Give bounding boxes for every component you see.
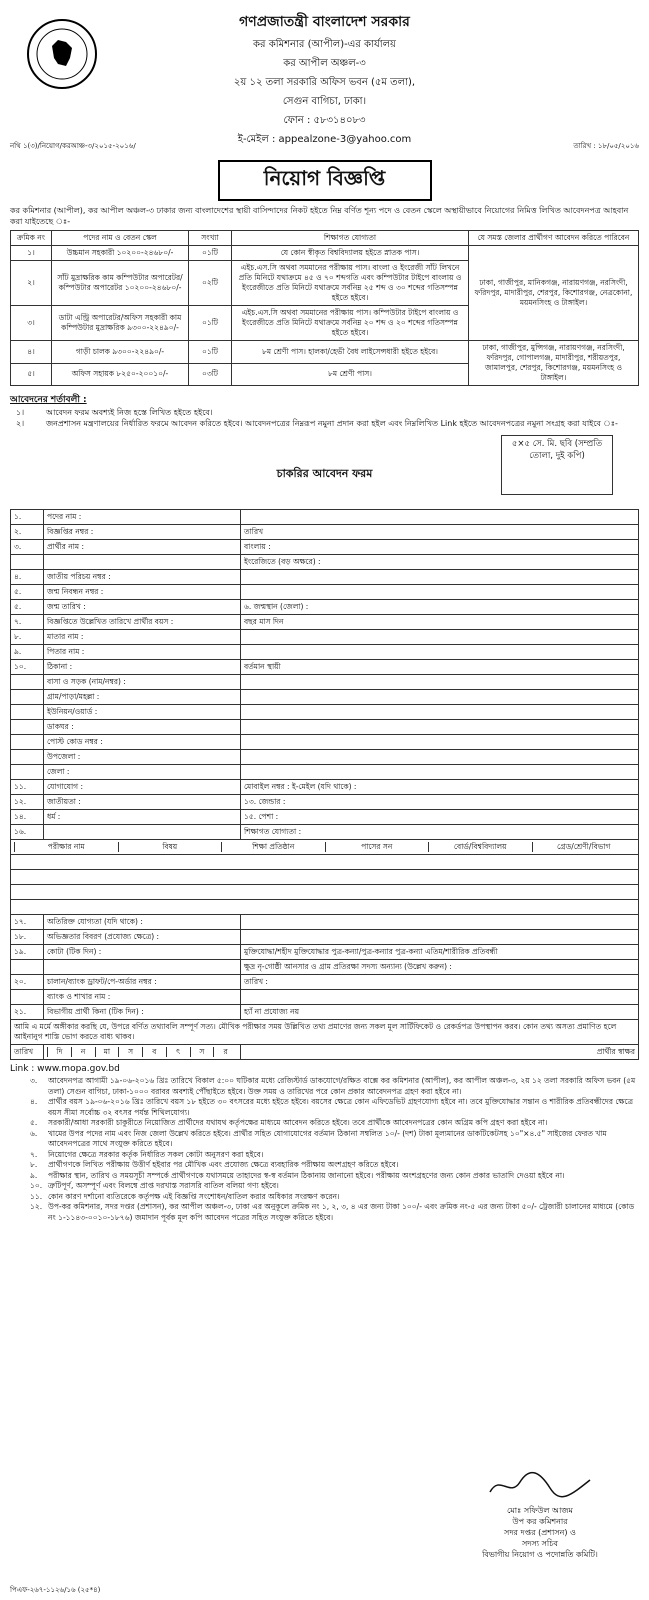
serial: ৪। [11, 341, 52, 364]
form-field-input[interactable]: বর্তমান স্থায়ী [241, 660, 639, 675]
form-field-input[interactable] [241, 990, 639, 1005]
form-row [11, 825, 639, 840]
qualification: যে কোন স্বীকৃত বিশ্ববিদ্যালয় হইতে স্নাতক পাস। [232, 246, 469, 261]
footnote-text: উপ-কর কমিশনার, সদর দপ্তর (প্রশাসন), কর আপীল অঞ্চল-৩, ঢাকা এর অনুকূলে ক্রমিক নং ১, ২, ৩, ৪ এর জন্য টাকা ১০০/- এবং ক্রমিক নং-৫ এর জন্য টাকা ৫০/- ট্রেজারী চালানের মাধ্যমে (কোড নং ১-১১৪৩-০০১০-১৮৭৬) জমাদান পূর্বক মূল কপি আবেদন পত্রের সহিত সংযুক্ত করিতে হইবে। [48, 1202, 635, 1222]
footnote-item [10, 1129, 639, 1150]
form-row-number: ১১. [11, 780, 44, 795]
phone-number: ফোন : ৫৮৩১৪০৮৩ [283, 115, 366, 126]
form-row-number: ২১. [11, 1005, 44, 1020]
form-row-number: ৫. [11, 600, 44, 615]
form-field-input[interactable] [241, 630, 639, 645]
footnote-number: ৮. [30, 1160, 38, 1169]
date-signature-row [11, 1045, 639, 1060]
form-row [11, 735, 639, 750]
form-field-input[interactable]: ১৩. জেন্ডার : [241, 795, 639, 810]
education-header: শিক্ষা প্রতিষ্ঠান [221, 842, 325, 852]
footnote-item [10, 1181, 639, 1192]
vacancy-table [10, 230, 639, 386]
education-header: গ্রেড/শ্রেণী/বিভাগ [532, 842, 636, 852]
form-row [11, 915, 639, 930]
count: ০১টি [189, 246, 232, 261]
form-row-number: ১৪. [11, 810, 44, 825]
count: ০১টি [189, 306, 232, 341]
date-cell: ন [71, 1047, 95, 1057]
footnote-number: ৯. [30, 1170, 38, 1180]
form-field-label: চালান/ব্যাংক ড্রাফট/পে-অর্ডার নম্বর : [44, 975, 241, 990]
form-row [11, 570, 639, 585]
form-field-label: ব্যাংক ও শাখার নাম : [44, 990, 241, 1005]
footnote-number: ৩. [30, 1076, 38, 1085]
form-row-number [11, 675, 44, 690]
vacancy-header-row [11, 231, 639, 246]
form-field-input[interactable]: তারিখ : [241, 975, 639, 990]
date-cell: ৎ [166, 1047, 190, 1057]
form-row [11, 1005, 639, 1020]
form-row-number [11, 555, 44, 570]
education-entry-row [11, 885, 639, 900]
form-row [11, 780, 639, 795]
form-row-number: ৪. [11, 570, 44, 585]
form-row-number [11, 735, 44, 750]
form-row-number: ৯. [11, 645, 44, 660]
education-entry-row [11, 900, 639, 915]
intro-text: কর কমিশনার (আপীল), কর আপীল অঞ্চল-৩ ঢাকার জন্য বাংলাদেশের স্থায়ী বাসিন্দাদের নিকট হইতে নিম্ন বর্ণিত শূন্য পদে ও বেতন স্কেলে অস্থায়ীভাবে নিয়োগের নিমিত্ত লিখিত আবেদনপত্র আহবান করা যাইতেছে ঃ- [10, 206, 629, 226]
form-field-label: ইউনিয়ন/ওয়ার্ড : [44, 705, 241, 720]
signatory-designation-4: বিভাগীয় নিয়োগ ও পদোন্নতি কমিটি। [482, 1550, 598, 1559]
reference-row [10, 140, 639, 152]
conditions-title: আবেদনের শর্তাবলী : [10, 395, 87, 405]
serial: ৩। [11, 306, 52, 341]
form-field-input[interactable]: হ্যাঁ না প্রযোজ্য নয় [241, 1005, 639, 1020]
footnote-item [10, 1097, 639, 1118]
form-field-input[interactable] [241, 675, 639, 690]
education-entry-row [11, 855, 639, 870]
form-field-input[interactable]: মোবাইল নম্বর : ই-মেইল (যদি থাকে) : [241, 780, 639, 795]
condition-text: আবেদন ফরম অবশ্যই নিজ হস্তে লিখিত হইতে হইবে। [46, 408, 213, 417]
form-row [11, 585, 639, 600]
post: উচ্চমান সহকারী ১০২০০-২৪৬৮০/- [52, 246, 189, 261]
form-row-number: ৫. [11, 585, 44, 600]
form-row-number [11, 705, 44, 720]
date-label: তারিখ [11, 1045, 44, 1060]
form-field-input[interactable] [241, 585, 639, 600]
condition-number: ২। [16, 419, 25, 428]
form-row [11, 705, 639, 720]
form-row-number [11, 990, 44, 1005]
form-field-label: বাসা ও সড়ক (নাম/নম্বর) : [44, 675, 241, 690]
form-row [11, 645, 639, 660]
footnote-text: সরকারী/আধা সরকারী চাকুরীতে নিয়োজিত প্রার্থীদের যথাযথ কর্তৃপক্ষের মাধ্যমে আবেদন করিতে হইবে। তবে প্রার্থীকে আবেদনপত্রের কোন অগ্রিম কপি গ্রহণ করা হইবে না। [48, 1118, 548, 1127]
form-field-label: উপজেলা : [44, 750, 241, 765]
form-field-input[interactable]: বছর মাস দিন [241, 615, 639, 630]
footnote-number: ১২. [30, 1202, 43, 1211]
form-field-input[interactable]: ৬. জন্মস্থান (জেলা) : [241, 600, 639, 615]
col-post: পদের নাম ও বেতন স্কেল [52, 231, 189, 246]
form-field-label [44, 825, 241, 840]
signatory-designation-1: উপ কর কমিশনার [512, 1517, 568, 1526]
form-field-input[interactable] [241, 930, 639, 945]
form-row [11, 630, 639, 645]
condition-text: জনপ্রশাসন মন্ত্রণালয়ের নির্ধারিত ফরমে আবেদন করিতে হইবে। আবেদনপত্রের নিম্নরূপ নমুনা প্রদান করা হইল এবং নিম্নলিখিত Link হইতে আবেদনপত্রের নমুনা সংগ্রহ করা যাইবে ঃ- [46, 419, 618, 428]
col-districts: যে সমস্ত জেলার প্রার্থীগণ আবেদন করিতে পারিবেন [469, 231, 639, 246]
form-field-input[interactable] [241, 735, 639, 750]
photo-box: ৫×৫ সে. মি. ছবি (সম্প্রতি তোলা, দুই কপি) [501, 435, 613, 495]
form-row-number: ১২. [11, 795, 44, 810]
col-serial: ক্রমিক নং [11, 231, 52, 246]
education-entry-row [11, 870, 639, 885]
qualification: ৮ম শ্রেণী পাস। হালকা/হেভী বৈধ লাইসেন্সধারী হইতে হইবে। [232, 341, 469, 364]
form-field-label: পোস্ট কোড নম্বর : [44, 735, 241, 750]
form-row [11, 690, 639, 705]
form-row [11, 930, 639, 945]
government-title: গণপ্রজাতন্ত্রী বাংলাদেশ সরকার [239, 14, 410, 30]
form-row-number: ২০. [11, 975, 44, 990]
footnote-item [10, 1150, 639, 1161]
form-row [11, 960, 639, 975]
form-field-label: মাতার নাম : [44, 630, 241, 645]
form-field-label: বিজ্ঞপ্তিতে উল্লেখিত তারিখে প্রার্থীর বয়স : [44, 615, 241, 630]
footnote-item [10, 1192, 639, 1203]
post: গাড়ী চালক ৯৩০০-২২৪৯০/- [52, 341, 189, 364]
application-form-table [10, 509, 639, 1060]
form-field-label: গ্রাম/পাড়া/মহল্লা : [44, 690, 241, 705]
footnote-text: আবেদনপত্র আগামী ১৯-০৬-২০১৬ খ্রিঃ তারিখে বিকাল ৫:০০ ঘটিকার মধ্যে রেজিস্টার্ড ডাকযোগে/রক্ষিত বাক্সে কর কমিশনার (আপীল), কর আপীল অঞ্চল-৩, ২য় ১২ তলা সরকারি অফিস ভবন (৫ম তলা) সেগুন বাগিচা, ঢাকা-১০০০ বরাবর অবশ্যই পৌঁছাইতে হইবে। উক্ত সময় ও তারিখের পরে কোন প্রকার আবেদনপত্র গ্রহণ করা হইবে না। [48, 1076, 636, 1096]
email-address: ই-মেইল : appealzone-3@yahoo.com [237, 134, 412, 145]
footnote-item [10, 1076, 639, 1097]
form-row [11, 990, 639, 1005]
form-row-number [11, 960, 44, 975]
form-field-label: ঠিকানা : [44, 660, 241, 675]
link-text: Link : www.mopa.gov.bd [10, 1064, 120, 1074]
form-row-number: ১. [11, 510, 44, 525]
education-row [11, 840, 639, 855]
footnote-text: প্রার্থীগণকে লিখিত পরীক্ষায় উত্তীর্ণ হইবার পর মৌখিক এবং প্রযোজ্য ক্ষেত্রে ব্যবহারিক পরীক্ষায় অংশগ্রহণ করিতে হইবে। [48, 1160, 399, 1169]
address-line-1: ২য় ১২ তলা সরকারি অফিস ভবন (৫ম তলা), [233, 77, 416, 88]
date-cell: স [118, 1047, 142, 1057]
form-row [11, 945, 639, 960]
form-row [11, 795, 639, 810]
form-field-label: জন্ম নিবন্ধন নম্বর : [44, 585, 241, 600]
education-headers [14, 842, 635, 852]
date-cell: স [190, 1047, 214, 1057]
form-field-label: ডাকঘর : [44, 720, 241, 735]
date-cell: মা [95, 1047, 119, 1057]
form-field-input[interactable] [241, 765, 639, 780]
form-row-number: ১৭. [11, 915, 44, 930]
form-field-input[interactable] [241, 720, 639, 735]
footnote-number: ১০. [30, 1181, 43, 1190]
form-field-label: পদের নাম : [44, 510, 241, 525]
date-cell: ব [142, 1047, 166, 1057]
date-cells[interactable] [44, 1045, 241, 1060]
count: ০৩টি [189, 363, 232, 386]
form-field-label: যোগাযোগ : [44, 780, 241, 795]
form-field-label: প্রার্থীর নাম : [44, 540, 241, 555]
education-entry-input[interactable] [11, 885, 639, 900]
footnote-item [10, 1171, 639, 1182]
issue-date: তারিখ : ১৮/০৫/২০১৬ [573, 142, 639, 150]
form-row [11, 600, 639, 615]
footnote-text: প্রার্থীর বয়স ১৯-০৬-২০১৬ খ্রিঃ তারিখে বয়স ১৮ হইতে ৩০ বৎসরের মধ্যে হইতে হইবে। বয়সের ক্ষেত্রে কোন এফিডেভিট গ্রহণযোগ্য হইবে না। তবে মুক্তিযোদ্ধার সন্তান ও শারীরিক প্রতিবন্ধীদের ক্ষেত্রে বয়স সীমা সর্বোচ্চ ৩২ বৎসর পর্যন্ত শিথিলযোগ্য। [48, 1097, 634, 1117]
form-row-number: ১৮. [11, 930, 44, 945]
footnote-text: কোন কারণ দর্শানো ব্যতিরেকে কর্তৃপক্ষ এই বিজ্ঞপ্তি সংশোধন/বাতিল করার অধিকার সংরক্ষণ করেন। [48, 1191, 340, 1201]
districts-group-b: ঢাকা, গাজীপুর, মুন্সিগঞ্জ, নারায়ণগঞ্জ, নরসিংদী, ফরিদপুর, গোপালগঞ্জ, মাদারীপুর, শরীয়তপুর, জামালপুর, শেরপুর, কিশোরগঞ্জ, ময়মনসিংহ ও টাঙ্গাইল। [469, 341, 639, 386]
date-cell: দি [47, 1047, 71, 1057]
post: ডাটা এন্ট্রি অপারেটর/অফিস সহকারী কাম কম্পিউটার মুদ্রাক্ষরিক ৯৩০০-২২৪৯০/- [52, 306, 189, 341]
form-field-input[interactable] [241, 645, 639, 660]
form-field-label: কোটা (টিক দিন) : [44, 945, 241, 960]
form-row [11, 525, 639, 540]
footnote-number: ১১. [30, 1191, 43, 1201]
form-row-number: ৩. [11, 540, 44, 555]
date-cell-group [47, 1047, 237, 1057]
form-row-number [11, 720, 44, 735]
count: ০১টি [189, 341, 232, 364]
count: ০২টি [189, 261, 232, 306]
serial: ২। [11, 261, 52, 306]
form-row-number [11, 765, 44, 780]
form-row [11, 975, 639, 990]
government-seal-icon [26, 18, 98, 90]
footnote-number: ৬. [30, 1128, 38, 1138]
form-row [11, 720, 639, 735]
form-row-number [11, 750, 44, 765]
footnote-text: ত্রুটিপূর্ণ, অসম্পূর্ণ এবং বিলম্বে প্রাপ্ত দরখাস্ত সরাসরি বাতিল বলিয়া গণ্য হইবে। [48, 1181, 279, 1190]
form-title: চাকরির আবেদন ফরম [276, 467, 373, 480]
education-entry-input[interactable] [11, 855, 639, 870]
form-field-label: জাতীয়তা : [44, 795, 241, 810]
declaration-row [11, 1020, 639, 1045]
form-row-number: ২. [11, 525, 44, 540]
form-field-input[interactable] [241, 570, 639, 585]
form-field-input[interactable]: ইংরেজিতে (বড় অক্ষরে) : [241, 555, 639, 570]
form-field-label: অতিরিক্ত যোগ্যতা (যদি থাকে) : [44, 915, 241, 930]
post: অফিস সহায়ক ৮২৫০-২০০১০/- [52, 363, 189, 386]
footnote-text: খামের উপর পদের নাম এবং নিজ জেলা উল্লেখ করিতে হইবে। প্রার্থীর সহিত যোগাযোগের বর্তমান ঠিকানা সম্বলিত ১০/- (দশ) টাকা মূল্যমানের ডাকটিকেটসহ ১০"×৪.৫" সাইজের ফেরত খাম আবেদনপত্রের সাথে সংযুক্ত করিতে হইবে। [48, 1128, 607, 1148]
col-count: সংখ্যা [189, 231, 232, 246]
publication-reference: পিএফ-২৬৭-১১২৬/১৬ (২৫*৪) [10, 1586, 101, 1594]
condition-number: ১। [16, 408, 25, 417]
serial: ৫। [11, 363, 52, 386]
form-field-label: বিভাগীয় প্রার্থী কিনা (টিক দিন) : [44, 1005, 241, 1020]
footnote-number: ৫. [30, 1118, 38, 1127]
form-row-number: ১০. [11, 660, 44, 675]
application-form-header [10, 429, 639, 509]
education-entry-input[interactable] [11, 870, 639, 885]
footnote-item [10, 1202, 639, 1223]
notice-title: নিয়োগ বিজ্ঞপ্তি [218, 160, 432, 201]
education-header: পাসের সন [325, 842, 429, 852]
form-field-label: জেলা : [44, 765, 241, 780]
address-line-2: সেগুন বাগিচা, ঢাকা। [282, 96, 367, 107]
zone-name: কর আপীল অঞ্চল-৩ [283, 58, 366, 69]
form-field-label: জন্ম তারিখ : [44, 600, 241, 615]
table-row [11, 341, 639, 364]
qualification: ৮ম শ্রেণী পাস। [232, 363, 469, 386]
form-row-number [11, 690, 44, 705]
footnote-text: পরীক্ষার স্থান, তারিখ ও সময়সূচী সম্পর্কে প্রার্থীগণকে যথাসময়ে তাহাদের স্ব-স্ব বর্তমান ঠিকানায় জানানো হইবে। পরীক্ষায় অংশগ্রহণের জন্য কোন প্রকার ভাতাদি দেওয়া হইবে না। [48, 1170, 565, 1180]
education-header: বোর্ড/বিশ্ববিদ্যালয় [428, 842, 532, 852]
form-field-label [44, 555, 241, 570]
footnote-number: ৪. [30, 1097, 38, 1106]
education-header: পরীক্ষার নাম [14, 842, 118, 852]
districts-group-a: ঢাকা, গাজীপুর, মানিকগঞ্জ, নারায়ণগঞ্জ, নরসিংদী, ফরিদপুর, মাদারীপুর, শেরপুর, কিশোরগঞ্জ, নেত্রকোনা, ময়মনসিংহ ও টাঙ্গাইল। [469, 246, 639, 341]
condition-item [10, 418, 639, 429]
date-cell: র [213, 1047, 237, 1057]
col-qualification: শিক্ষাগত যোগ্যতা [232, 231, 469, 246]
form-row [11, 660, 639, 675]
office-name: কর কমিশনার (আপীল)-এর কার্যালয় [253, 39, 396, 50]
signature-label: প্রার্থীর স্বাক্ষর [241, 1045, 639, 1060]
form-row-number: ১৯. [11, 945, 44, 960]
footnote-text: নিয়োগের ক্ষেত্রে সরকার কর্তৃক নির্ধারিত সকল কোটা অনুসরণ করা হইবে। [48, 1149, 264, 1159]
form-field-label [44, 960, 241, 975]
form-row [11, 540, 639, 555]
form-row-number: ৮. [11, 630, 44, 645]
form-field-input[interactable]: মুক্তিযোদ্ধা/শহীদ মুক্তিযোদ্ধার পুত্র-কন্যা/পুত্র-কন্যার পুত্র-কন্যা এতিম/শারীরিক প্রতিবন্ধী [241, 945, 639, 960]
form-field-input[interactable]: ১৫. পেশা : [241, 810, 639, 825]
form-field-input[interactable] [241, 705, 639, 720]
footnotes [10, 1076, 639, 1223]
form-field-label: বিজ্ঞপ্তির নম্বর : [44, 525, 241, 540]
form-row [11, 810, 639, 825]
education-header: বিষয় [118, 842, 222, 852]
form-field-label: পিতার নাম : [44, 645, 241, 660]
qualification: এইচ.এস.সি অথবা সমমানের পরীক্ষায় পাস। বাংলা ও ইংরেজী সাঁট লিখনে প্রতি মিনিটে যথাক্রমে ৪৫ ও ৭০ শব্দগতি এবং কম্পিউটার টাইপে বাংলায় ও ইংরেজীতে প্রতি মিনিটে যথাক্রমে সর্বনিম্ন ২৫ শব্দ ও ৩০ শব্দের গতিসম্পন্ন হইতে হইবে। [232, 261, 469, 306]
footnote-item [10, 1160, 639, 1171]
signatory-designation-3: সদস্য সচিব [522, 1539, 558, 1548]
signatory-designation-2: সদর দপ্তর (প্রশাসন) ও [504, 1528, 576, 1537]
post: সাঁট মুদ্রাক্ষরিক কাম কম্পিউটার অপারেটর/কম্পিউটার অপারেটর ১০২০০-২৪৬৮০/- [52, 261, 189, 306]
education-entry-input[interactable] [11, 900, 639, 915]
letterhead [10, 10, 639, 158]
form-row-number: ১৬. [11, 825, 44, 840]
education-table-cell [11, 840, 639, 855]
form-field-input[interactable]: শিক্ষাগত যোগ্যতা : [241, 825, 639, 840]
footnote-item [10, 1118, 639, 1129]
signatory-name: মোঃ সফিউল আজম [507, 1506, 573, 1515]
form-field-input[interactable]: ক্ষুদ্র নৃ-গোষ্ঠী আনসার ও গ্রাম প্রতিরক্ষা সদস্য অন্যান্য (উল্লেখ করুন) : [241, 960, 639, 975]
form-row [11, 750, 639, 765]
form-field-label: অভিজ্ঞতার বিবরণ (প্রযোজ্য ক্ষেত্রে) : [44, 930, 241, 945]
form-field-input[interactable] [241, 690, 639, 705]
footnote-number: ৭. [30, 1149, 38, 1159]
form-row-number: ৭. [11, 615, 44, 630]
qualification: এইচ.এস.সি অথবা সমমানের পরীক্ষায় পাস। কম্পিউটার টাইপে বাংলায় ও ইংরেজীতে প্রতি মিনিটে যথাক্রমে সর্বনিম্ন ২০ শব্দ ও ২০ শব্দের গতিসম্পন্ন হইতে হইবে। [232, 306, 469, 341]
form-row [11, 615, 639, 630]
form-field-input[interactable] [241, 510, 639, 525]
form-field-input[interactable] [241, 915, 639, 930]
signature-icon [480, 1468, 600, 1502]
serial: ১। [11, 246, 52, 261]
form-field-input[interactable]: বাংলায় : [241, 540, 639, 555]
reference-number: নথি ১(৩)/নিয়োগ/করআঞ্চ-৩/২০১৫-২০১৬/ [10, 142, 136, 150]
form-row [11, 510, 639, 525]
form-field-label: ধর্ম : [44, 810, 241, 825]
form-row [11, 555, 639, 570]
condition-item [10, 407, 639, 418]
signature-block [455, 1468, 625, 1560]
form-field-input[interactable] [241, 750, 639, 765]
table-row [11, 246, 639, 261]
form-row [11, 675, 639, 690]
form-field-input[interactable]: তারিখ [241, 525, 639, 540]
form-row [11, 765, 639, 780]
form-field-label: জাতীয় পরিচয় নম্বর : [44, 570, 241, 585]
declaration-text: আমি এ মর্মে অঙ্গীকার করছি যে, উপরে বর্ণিত তথ্যাবলি সম্পূর্ণ সত্য। মৌখিক পরীক্ষার সময় উল্লিখিত তথ্য প্রমাণের জন্য সকল মূল সার্টিফিকেট ও রেকর্ডপত্র উপস্থাপন করব। কোন তথ্য অসত্য প্রমাণিত হলে আইনানুগ শাস্তি ভোগ করতে বাধ্য থাকব। [11, 1020, 639, 1045]
